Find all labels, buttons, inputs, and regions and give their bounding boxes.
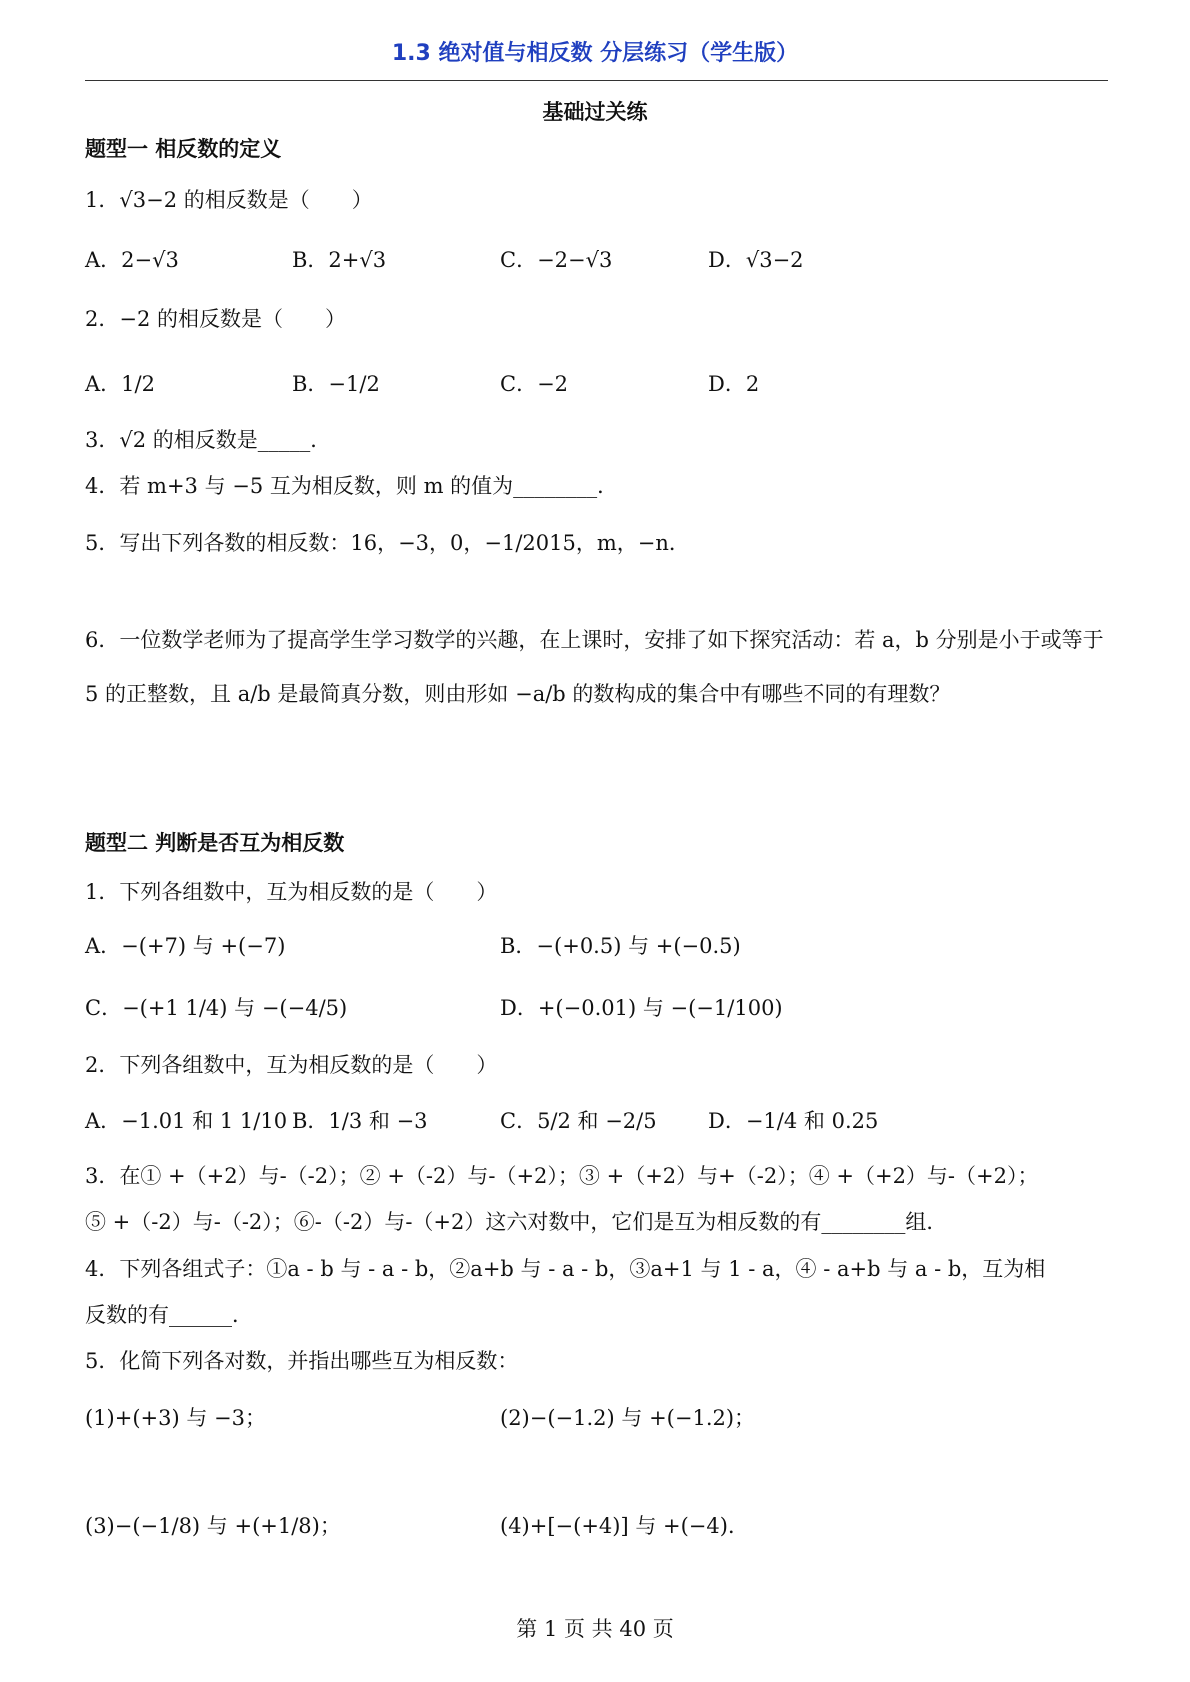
question-2-2: 2．下列各组数中，互为相反数的是（ ）	[85, 1053, 498, 1077]
question-1-3: 3．√2 的相反数是_____．	[85, 428, 332, 452]
page-title: 1.3 绝对值与相反数 分层练习（学生版）	[391, 41, 799, 66]
option-a: A．−1.01 和 1 1/10	[85, 1109, 288, 1133]
question-2-3-line-1: 3．在① +（+2）与-（-2）；② +（-2）与-（+2）；③ +（+2）与+（-2）；④ +（+2）与-（+2）；	[85, 1164, 1039, 1188]
option-c: C．−2−√3	[500, 248, 613, 272]
option-c: C．−(+1 1/4) 与 −(−4/5)	[85, 996, 348, 1020]
option-a: A．−(+7) 与 +(−7)	[85, 934, 286, 958]
option-a: A．1/2	[85, 372, 155, 396]
question-2-4-line-2: 反数的有______．	[85, 1303, 253, 1327]
sub-item-1: (1)+(+3) 与 −3；	[85, 1406, 266, 1430]
option-d: D．+(−0.01) 与 −(−1/100)	[500, 996, 783, 1020]
section-heading-1: 题型一 相反数的定义	[85, 137, 282, 161]
question-1-1: 1．√3−2 的相反数是（ ）	[85, 188, 373, 212]
question-1-5: 5．写出下列各数的相反数：16，−3，0，−1/2015，m，−n．	[85, 531, 690, 555]
option-c: C．5/2 和 −2/5	[500, 1109, 657, 1133]
header-divider	[85, 80, 1108, 81]
option-b: B．1/3 和 −3	[292, 1109, 428, 1133]
option-d: D．2	[708, 372, 760, 396]
question-2-4-line-1: 4．下列各组式子：①a - b 与 - a - b，②a+b 与 - a - b，③a+1 与 1 - a，④ - a+b 与 a - b，互为相	[85, 1257, 1046, 1281]
section-subtitle: 基础过关练	[542, 100, 648, 124]
question-2-3-line-2: ⑤ +（-2）与-（-2）；⑥-（-2）与-（+2）这六对数中，它们是互为相反数的有________组．	[85, 1210, 948, 1234]
section-heading-2: 题型二 判断是否互为相反数	[85, 831, 345, 855]
sub-item-2: (2)−(−1.2) 与 +(−1.2)；	[500, 1406, 756, 1430]
option-d: D．−1/4 和 0.25	[708, 1109, 879, 1133]
option-b: B．−1/2	[292, 372, 380, 396]
question-2-5: 5．化简下列各对数，并指出哪些互为相反数：	[85, 1349, 519, 1373]
option-d: D．√3−2	[708, 248, 804, 272]
option-c: C．−2	[500, 372, 569, 396]
sub-item-3: (3)−(−1/8) 与 +(+1/8)；	[85, 1514, 341, 1538]
question-2-1: 1．下列各组数中，互为相反数的是（ ）	[85, 880, 498, 904]
question-1-6: 6．一位数学老师为了提高学生学习数学的兴趣，在上课时，安排了如下探究活动：若 a，b 分别是小于或等于 5 的正整数，且 a/b 是最简真分数，则由形如 −a/b 的数构成的集合中有哪些不同的有理数？	[85, 628, 1104, 706]
page-number: 第 1 页 共 40 页	[516, 1617, 674, 1641]
option-b: B．−(+0.5) 与 +(−0.5)	[500, 934, 741, 958]
sub-item-4: (4)+[−(+4)] 与 +(−4)．	[500, 1514, 749, 1538]
question-1-2: 2．−2 的相反数是（ ）	[85, 307, 346, 331]
option-a: A．2−√3	[85, 248, 179, 272]
option-b: B．2+√3	[292, 248, 387, 272]
question-1-4: 4．若 m+3 与 −5 互为相反数，则 m 的值为________．	[85, 474, 619, 498]
